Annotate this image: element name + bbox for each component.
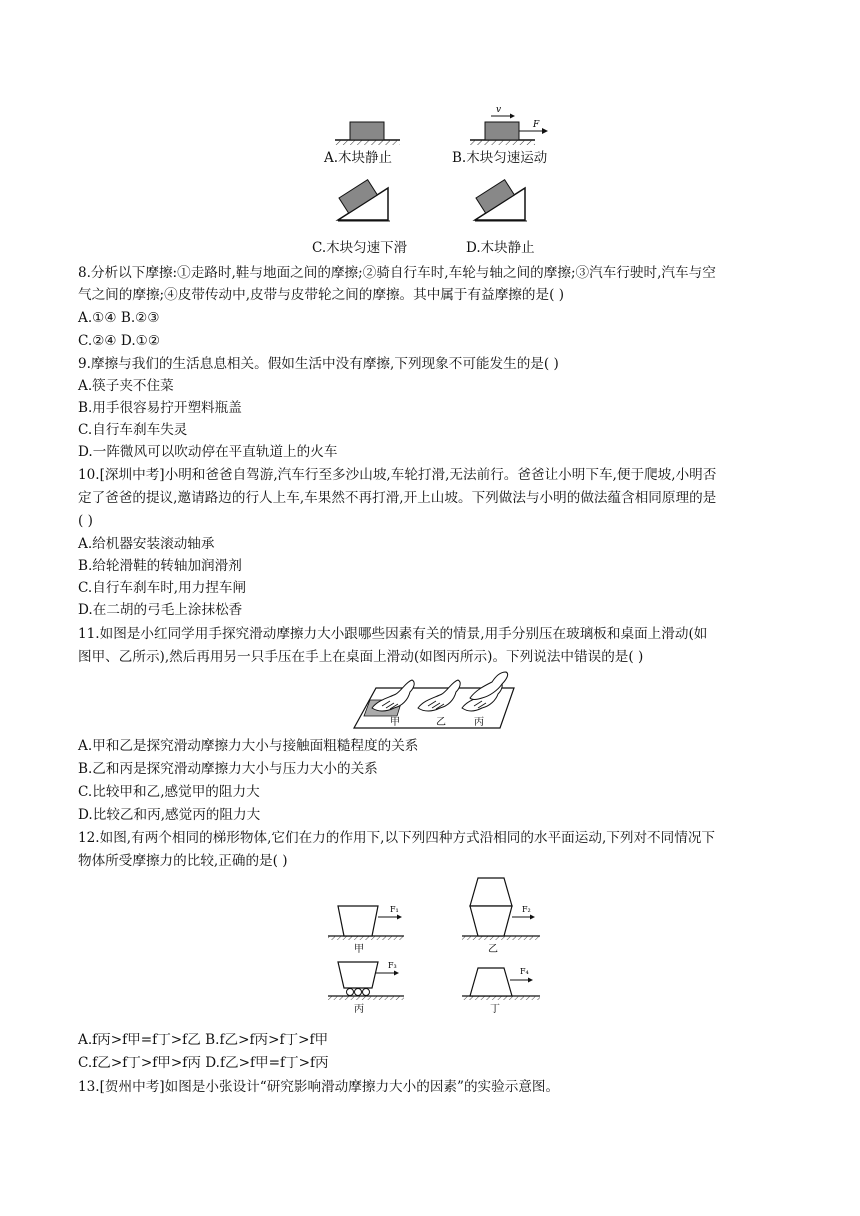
force-label-f3: F₃ [388,961,397,970]
q10-option-c: C.自行车刹车时,用力捏车闸 [78,580,247,596]
q9-option-a: A.筷子夹不住菜 [78,378,174,394]
q12-stem-line1: 12.如图,有两个相同的梯形物体,它们在力的作用下,以下列四种方式沿相同的水平面运动,下列对不同情况下 [78,830,716,846]
q13-stem: 13.[贺州中考]如图是小张设计“研究影响滑动摩擦力大小的因素”的实验示意图。 [78,1079,560,1095]
q12-label-jia: 甲 [354,944,364,955]
q11-option-c: C.比较甲和乙,感觉甲的阻力大 [78,784,260,800]
q9-stem: 9.摩擦与我们的生活息息相关。假如生活中没有摩擦,下列现象不可能发生的是( ) [78,356,559,372]
force-label-f2: F₂ [522,905,531,914]
caption-b: B.木块匀速运动 [452,150,548,166]
case-ding [462,967,540,1015]
q9-option-b: B.用手很容易拧开塑料瓶盖 [78,400,242,416]
caption-d: D.木块静止 [466,240,535,256]
q10-stem-line2: 定了爸爸的提议,邀请路边的行人上车,车果然不再打滑,开上山坡。下列做法与小明的做法蕴含相同原理的是 [78,490,717,506]
q12-options-row2: C.f乙>f丁>f甲>f丙 D.f乙>f甲=f丁>f丙 [78,1055,329,1071]
case-bing [328,961,404,1015]
q11-stem-line2: 图甲、乙所示),然后再用另一只手压在手上在桌面上滑动(如图丙所示)。下列说法中错误的是( ) [78,649,644,665]
figure-a-block-at-rest [335,122,400,145]
case-jia [328,905,404,955]
q10-stem-line3: ( ) [78,513,93,529]
figure-c-block-sliding-down [338,180,390,221]
q9-option-c: C.自行车刹车失灵 [78,422,188,438]
q11-label-yi: 乙 [436,717,446,728]
q11-stem-line1: 11.如图是小红同学用手探究滑动摩擦力大小跟哪些因素有关的情景,用手分别压在玻璃板和桌面上滑动(如 [78,626,708,642]
q11-option-a: A.甲和乙是探究滑动摩擦力大小与接触面粗糙程度的关系 [78,738,419,754]
force-label: F [533,120,540,130]
caption-c: C.木块匀速下滑 [312,240,408,256]
q7-figure [310,100,590,260]
figure-d-block-at-rest-on-slope [475,180,527,221]
q10-option-d: D.在二胡的弓毛上涂抹松香 [78,602,243,618]
figure-b-block-uniform-motion [470,105,548,145]
q11-label-bing: 丙 [474,717,484,728]
force-label-f1: F₁ [390,905,399,914]
q12-label-ding: 丁 [490,1004,500,1015]
q10-stem-line1: 10.[深圳中考]小明和爸爸自驾游,汽车行至多沙山坡,车轮打滑,无法前行。爸爸让小明下车,便于爬坡,小明否 [78,467,717,483]
q10-option-b: B.给轮滑鞋的转轴加润滑剂 [78,558,242,574]
q9-option-d: D.一阵微风可以吹动停在平直轨道上的火车 [78,444,338,460]
q11-option-d: D.比较乙和丙,感觉丙的阻力大 [78,807,261,823]
q8-options-row1: A.①④ B.②③ [78,310,160,326]
q12-label-bing: 丙 [354,1004,364,1015]
q10-option-a: A.给机器安装滚动轴承 [78,536,215,552]
case-yi [462,878,540,955]
q12-stem-line2: 物体所受摩擦力的比较,正确的是( ) [78,853,288,869]
q8-stem-line1: 8.分析以下摩擦:①走路时,鞋与地面之间的摩擦;②骑自行车时,车轮与轴之间的摩擦;③汽车行驶时,汽车与空 [78,265,716,281]
q12-options-row1: A.f丙>f甲=f丁>f乙 B.f乙>f丙>f丁>f甲 [78,1032,329,1048]
q11-option-b: B.乙和丙是探究滑动摩擦力大小与压力大小的关系 [78,761,378,777]
velocity-label: v [496,105,502,115]
q8-options-row2: C.②④ D.①② [78,333,161,349]
q12-label-yi: 乙 [488,944,498,955]
force-label-f4: F₄ [520,967,529,976]
q11-hands-figure [350,670,520,732]
q8-stem-line2: 气之间的摩擦;④皮带传动中,皮带与皮带轮之间的摩擦。其中属于有益摩擦的是( ) [78,287,565,303]
q12-trapezoid-figure [320,872,560,1022]
q11-label-jia: 甲 [390,717,400,728]
caption-a: A.木块静止 [324,150,393,166]
